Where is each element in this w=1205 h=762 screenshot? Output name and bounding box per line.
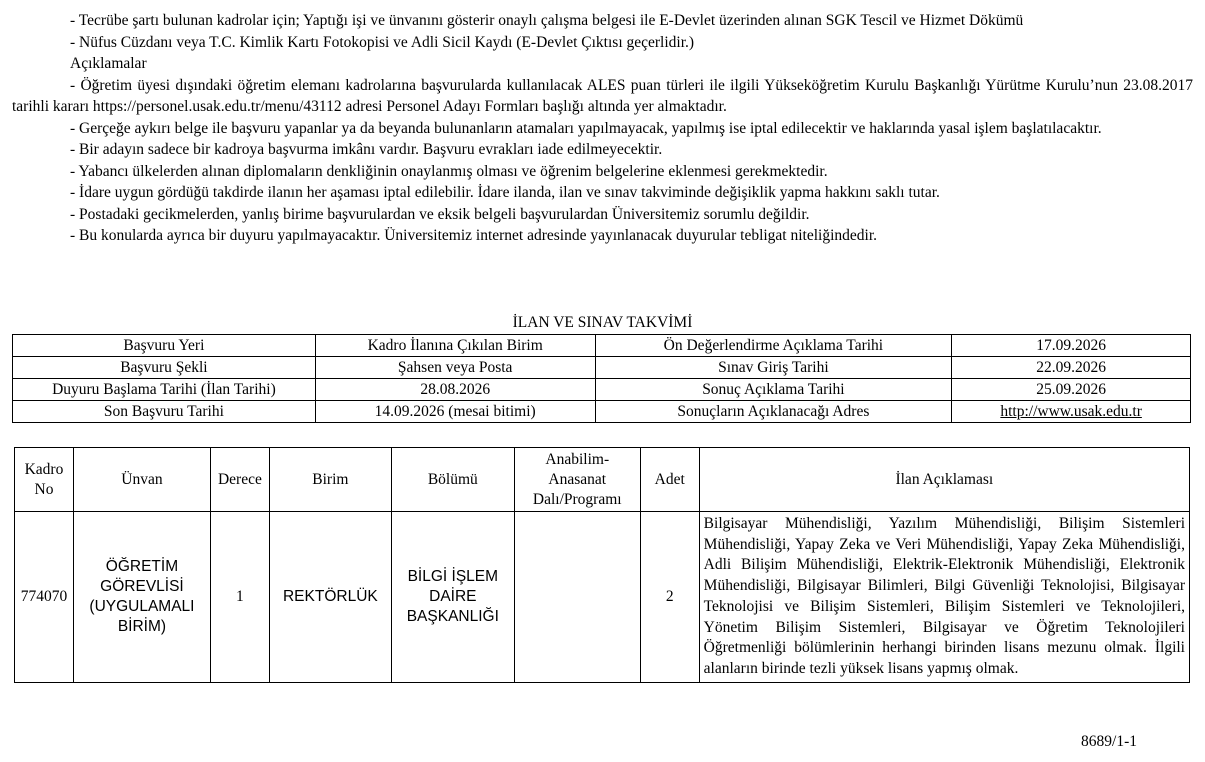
paragraph: - Bir adayın sadece bir kadroya başvurma imkânı vardır. Başvuru evrakları iade edilmeyecektir.: [70, 141, 663, 158]
table-cell: 17.09.2026: [952, 335, 1191, 357]
table-row: [15, 512, 1190, 683]
table-cell: Başvuru Yeri: [13, 335, 316, 357]
column-header: Birim: [269, 448, 391, 512]
column-header: Adet: [640, 448, 699, 512]
table-cell: Ön Değerlendirme Açıklama Tarihi: [595, 335, 952, 357]
table-cell: Sonuçların Açıklanacağı Adres: [595, 401, 952, 423]
kadro-no-cell: 774070: [15, 512, 74, 683]
calendar-title: İLAN VE SINAV TAKVİMİ: [512, 314, 693, 331]
column-header: Derece: [210, 448, 269, 512]
table-cell: Sınav Giriş Tarihi: [595, 357, 952, 379]
table-cell: Şahsen veya Posta: [315, 357, 595, 379]
anabilim-cell: [514, 512, 640, 683]
paragraph: - İdare uygun gördüğü takdirde ilanın her aşaması iptal edilebilir. İdare ilanda, ilan ve sınav takviminde değişiklik yapma hakkını saklı tutar.: [70, 184, 940, 201]
document-number: 8689/1-1: [1081, 733, 1137, 750]
paragraph: - Yabancı ülkelerden alınan diplomaların denkliğinin onaylanmış olması ve öğrenim belgelerine eklenmesi gerekmektedir.: [70, 162, 828, 180]
paragraph: - Nüfus Cüzdanı veya T.C. Kimlik Kartı Fotokopisi ve Adli Sicil Kaydı (E-Devlet Çıktısı geçerlidir.): [70, 33, 695, 51]
table-cell: Sonuç Açıklama Tarihi: [595, 379, 952, 401]
column-header: Kadro No: [15, 448, 74, 512]
derece-cell: 1: [210, 512, 269, 683]
calendar-table: [12, 334, 1191, 423]
table-header-row: [15, 448, 1190, 512]
positions-table: [14, 447, 1190, 683]
table-row: [13, 379, 1191, 401]
website-link[interactable]: http://www.usak.edu.tr: [1000, 402, 1142, 420]
birim-cell: REKTÖRLÜK: [269, 512, 391, 683]
table-cell: [952, 401, 1191, 423]
aciklama-cell: Bilgisayar Mühendisliği, Yazılım Mühendisliği, Bilişim Sistemleri Mühendisliği, Yapay Zeka ve Veri Mühendisliği, Yapay Zeka Mühendisliği, Adli Bilişim Mühendisliği, Elektrik-Elektronik Mühendisliği, Elektronik Mühendisliği, Bilgisayar Bilimleri, Bilgi Güvenliği Teknolojisi, Bilgisayar Teknolojisi ve Bilişim Sistemleri, Bilişim Sistemleri ve Teknolojileri, Yönetim Bilişim Sistemleri, Bilgisayar ve Öğretim Teknolojileri Öğretmenliği bölümlerinin herhangi birinden lisans mezunu olmak. İlgili alanların birinde tezli yüksek lisans yapmış olmak.: [699, 512, 1189, 683]
table-row: [13, 401, 1191, 423]
table-row: [13, 335, 1191, 357]
paragraph: - Tecrübe şartı bulunan kadrolar için; Yaptığı işi ve ünvanını gösterir onaylı çalışma belgesi ile E-Devlet üzerinden alınan SGK Tescil ve Hizmet Dökümü: [70, 12, 1024, 29]
table-cell: Kadro İlanına Çıkılan Birim: [315, 335, 595, 357]
section-heading: Açıklamalar: [70, 55, 147, 72]
table-row: [13, 357, 1191, 379]
column-header: Anabilim-Anasanat Dalı/Programı: [514, 448, 640, 512]
table-cell: 28.08.2026: [315, 379, 595, 401]
table-cell: Duyuru Başlama Tarihi (İlan Tarihi): [13, 379, 316, 401]
table-cell: 25.09.2026: [952, 379, 1191, 401]
paragraph: - Gerçeğe aykırı belge ile başvuru yapanlar ya da beyanda bulunanların atamaları yapılmayacak, yapılmış ise iptal edilecektir ve haklarında yasal işlem başlatılacaktır.: [70, 119, 1102, 137]
paragraph: - Öğretim üyesi dışındaki öğretim elemanı kadrolarına başvurularda kullanılacak ALES puan türleri ile ilgili Yükseköğretim Kurulu Başkanlığı Yürütme Kurulu’nun 23.08.2017 tarihli kararı https://personel.usak.edu.tr/menu/43112 adresi Personel Adayı Formları başlığı altında yer almaktadır.: [12, 76, 1193, 115]
bolumu-cell: BİLGİ İŞLEM DAİRE BAŞKANLIĞI: [391, 512, 514, 683]
unvan-cell: ÖĞRETİM GÖREVLİSİ (UYGULAMALI BİRİM): [73, 512, 210, 683]
announcement-text: [12, 10, 1193, 247]
table-cell: Son Başvuru Tarihi: [13, 401, 316, 423]
table-cell: 22.09.2026: [952, 357, 1191, 379]
table-cell: 14.09.2026 (mesai bitimi): [315, 401, 595, 423]
adet-cell: 2: [640, 512, 699, 683]
paragraph: - Bu konularda ayrıca bir duyuru yapılmayacaktır. Üniversitemiz internet adresinde yayınlanacak duyurular tebligat niteliğindedir.: [70, 227, 878, 244]
column-header: İlan Açıklaması: [699, 448, 1189, 512]
table-cell: Başvuru Şekli: [13, 357, 316, 379]
paragraph: - Postadaki gecikmelerden, yanlış birime başvurulardan ve eksik belgeli başvurulardan Üniversitemiz sorumlu değildir.: [70, 205, 810, 223]
column-header: Ünvan: [73, 448, 210, 512]
column-header: Bölümü: [391, 448, 514, 512]
